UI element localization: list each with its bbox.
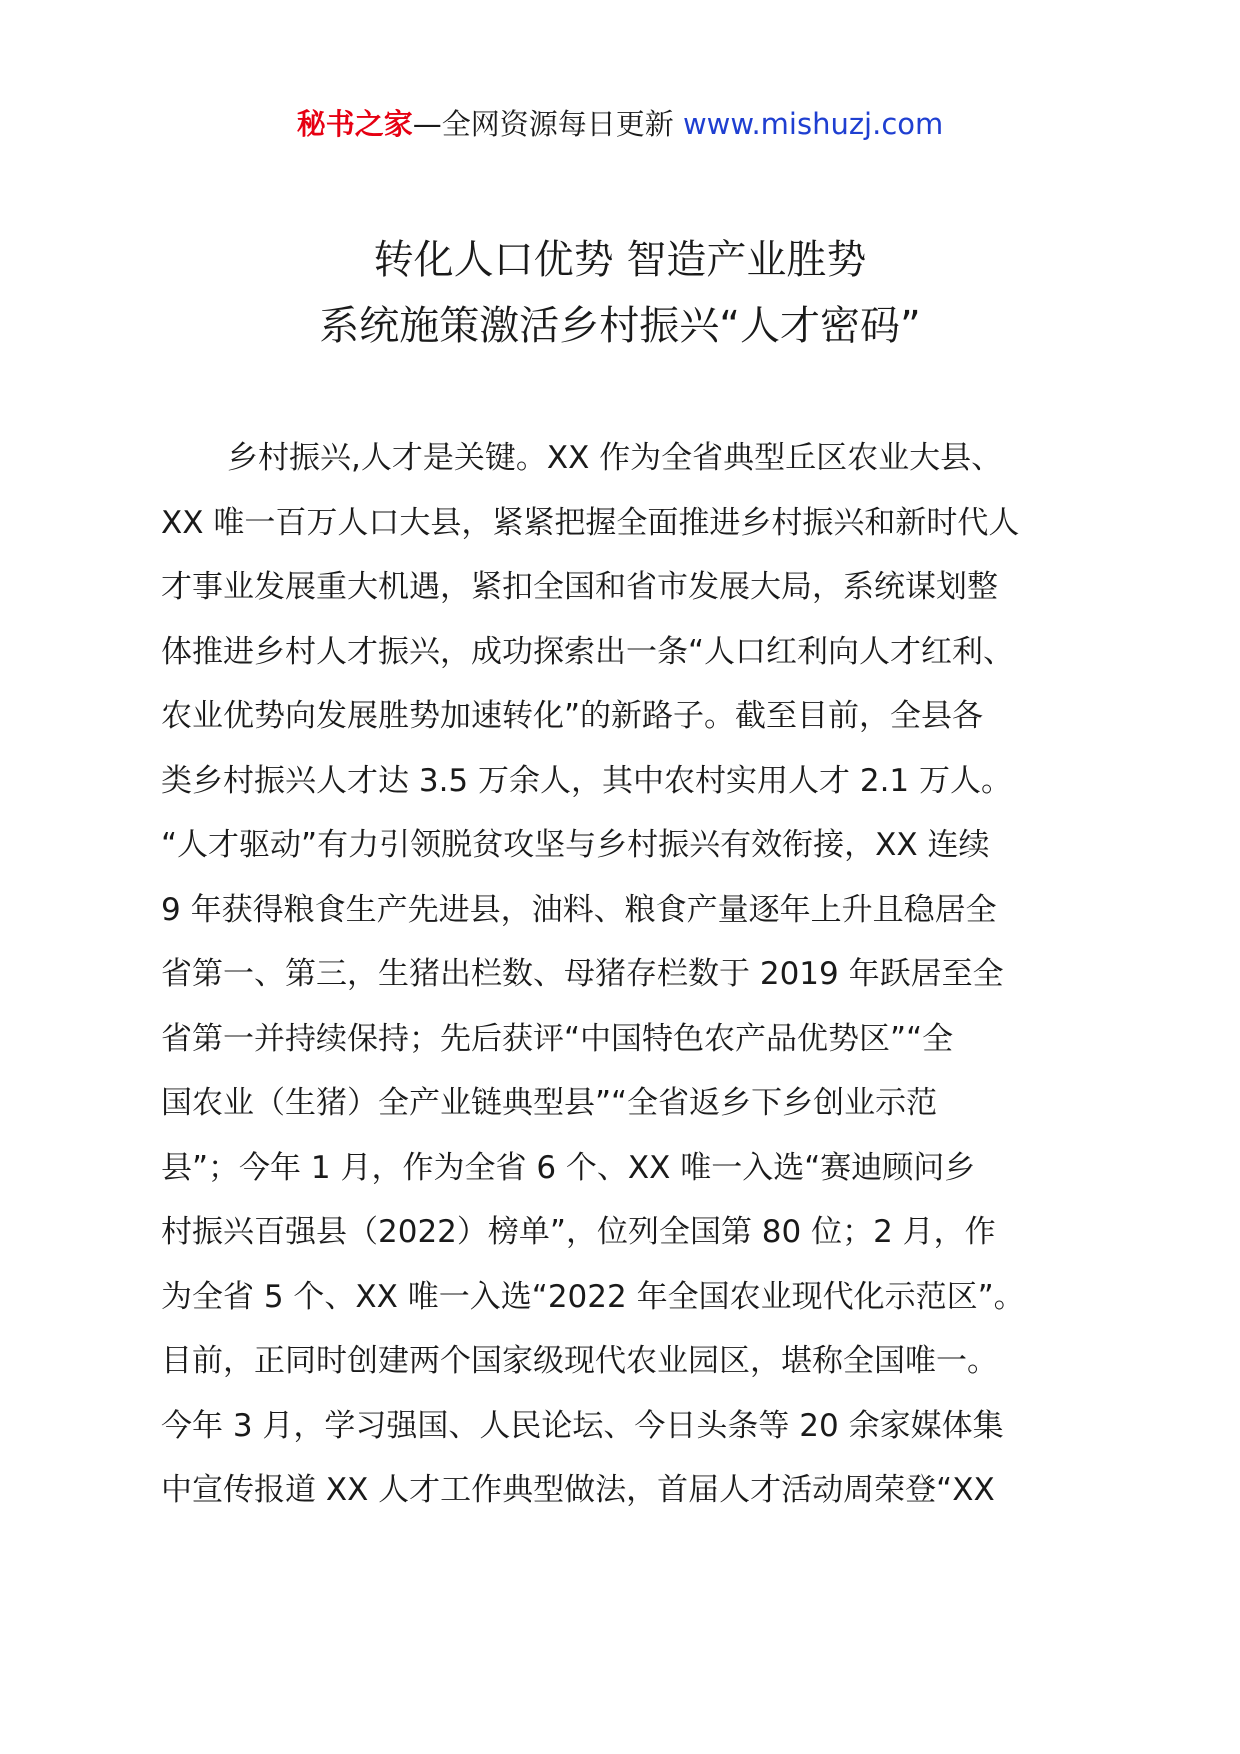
body-line: 村振兴百强县（2022）榜单”，位列全国第 80 位；2 月，作 <box>161 1214 996 1250</box>
body-line: 县”；今年 1 月，作为全省 6 个、XX 唯一入选“赛迪顾问乡 <box>161 1149 976 1186</box>
body-line: 国农业（生猪）全产业链典型县”“全省返乡下乡创业示范 <box>161 1085 938 1121</box>
body-line: “人才驱动”有力引领脱贫攻坚与乡村振兴有效衔接，XX 连续 <box>161 827 990 863</box>
body-line: 今年 3 月，学习强国、人民论坛、今日头条等 20 余家媒体集 <box>161 1407 1004 1444</box>
document-title-line-1: 转化人口优势 智造产业胜势 <box>373 237 867 283</box>
body-paragraph <box>161 426 1105 1523</box>
header-dash: — <box>412 107 442 141</box>
body-line: XX 唯一百万人口大县，紧紧把握全面推进乡村振兴和新时代人 <box>161 504 1020 541</box>
body-line: 省第一并持续保持；先后获评“中国特色农产品优势区”“全 <box>161 1020 954 1057</box>
brand-name: 秘书之家 <box>296 107 413 141</box>
site-header <box>0 104 1240 144</box>
body-line: 农业优势向发展胜势加速转化”的新路子。截至目前，全县各 <box>161 698 984 734</box>
body-line: 体推进乡村人才振兴，成功探索出一条“人口红利向人才红利、 <box>161 633 1015 670</box>
document-title-line-2: 系统施策激活乡村振兴“人才密码” <box>319 303 921 349</box>
body-line: 才事业发展重大机遇，紧扣全国和省市发展大局，系统谋划整 <box>161 569 998 605</box>
header-tagline: 全网资源每日更新 <box>441 107 674 141</box>
body-line: 9 年获得粮食生产先进县，油料、粮食产量逐年上升且稳居全 <box>161 891 997 928</box>
body-line: 为全省 5 个、XX 唯一入选“2022 年全国农业现代化示范区”。 <box>161 1278 1025 1315</box>
body-line: 目前，正同时创建两个国家级现代农业园区，堪称全国唯一。 <box>161 1343 998 1379</box>
body-line: 省第一、第三，生猪出栏数、母猪存栏数于 2019 年跃居至全 <box>161 956 1004 992</box>
body-line: 类乡村振兴人才达 3.5 万余人，其中农村实用人才 2.1 万人。 <box>161 762 1013 799</box>
site-url-link[interactable]: www.mishuzj.com <box>682 107 944 141</box>
body-line: 乡村振兴,人才是关键。XX 作为全省典型丘区农业大县、 <box>227 440 1003 476</box>
body-line: 中宣传报道 XX 人才工作典型做法，首届人才活动周荣登“XX <box>161 1472 995 1508</box>
